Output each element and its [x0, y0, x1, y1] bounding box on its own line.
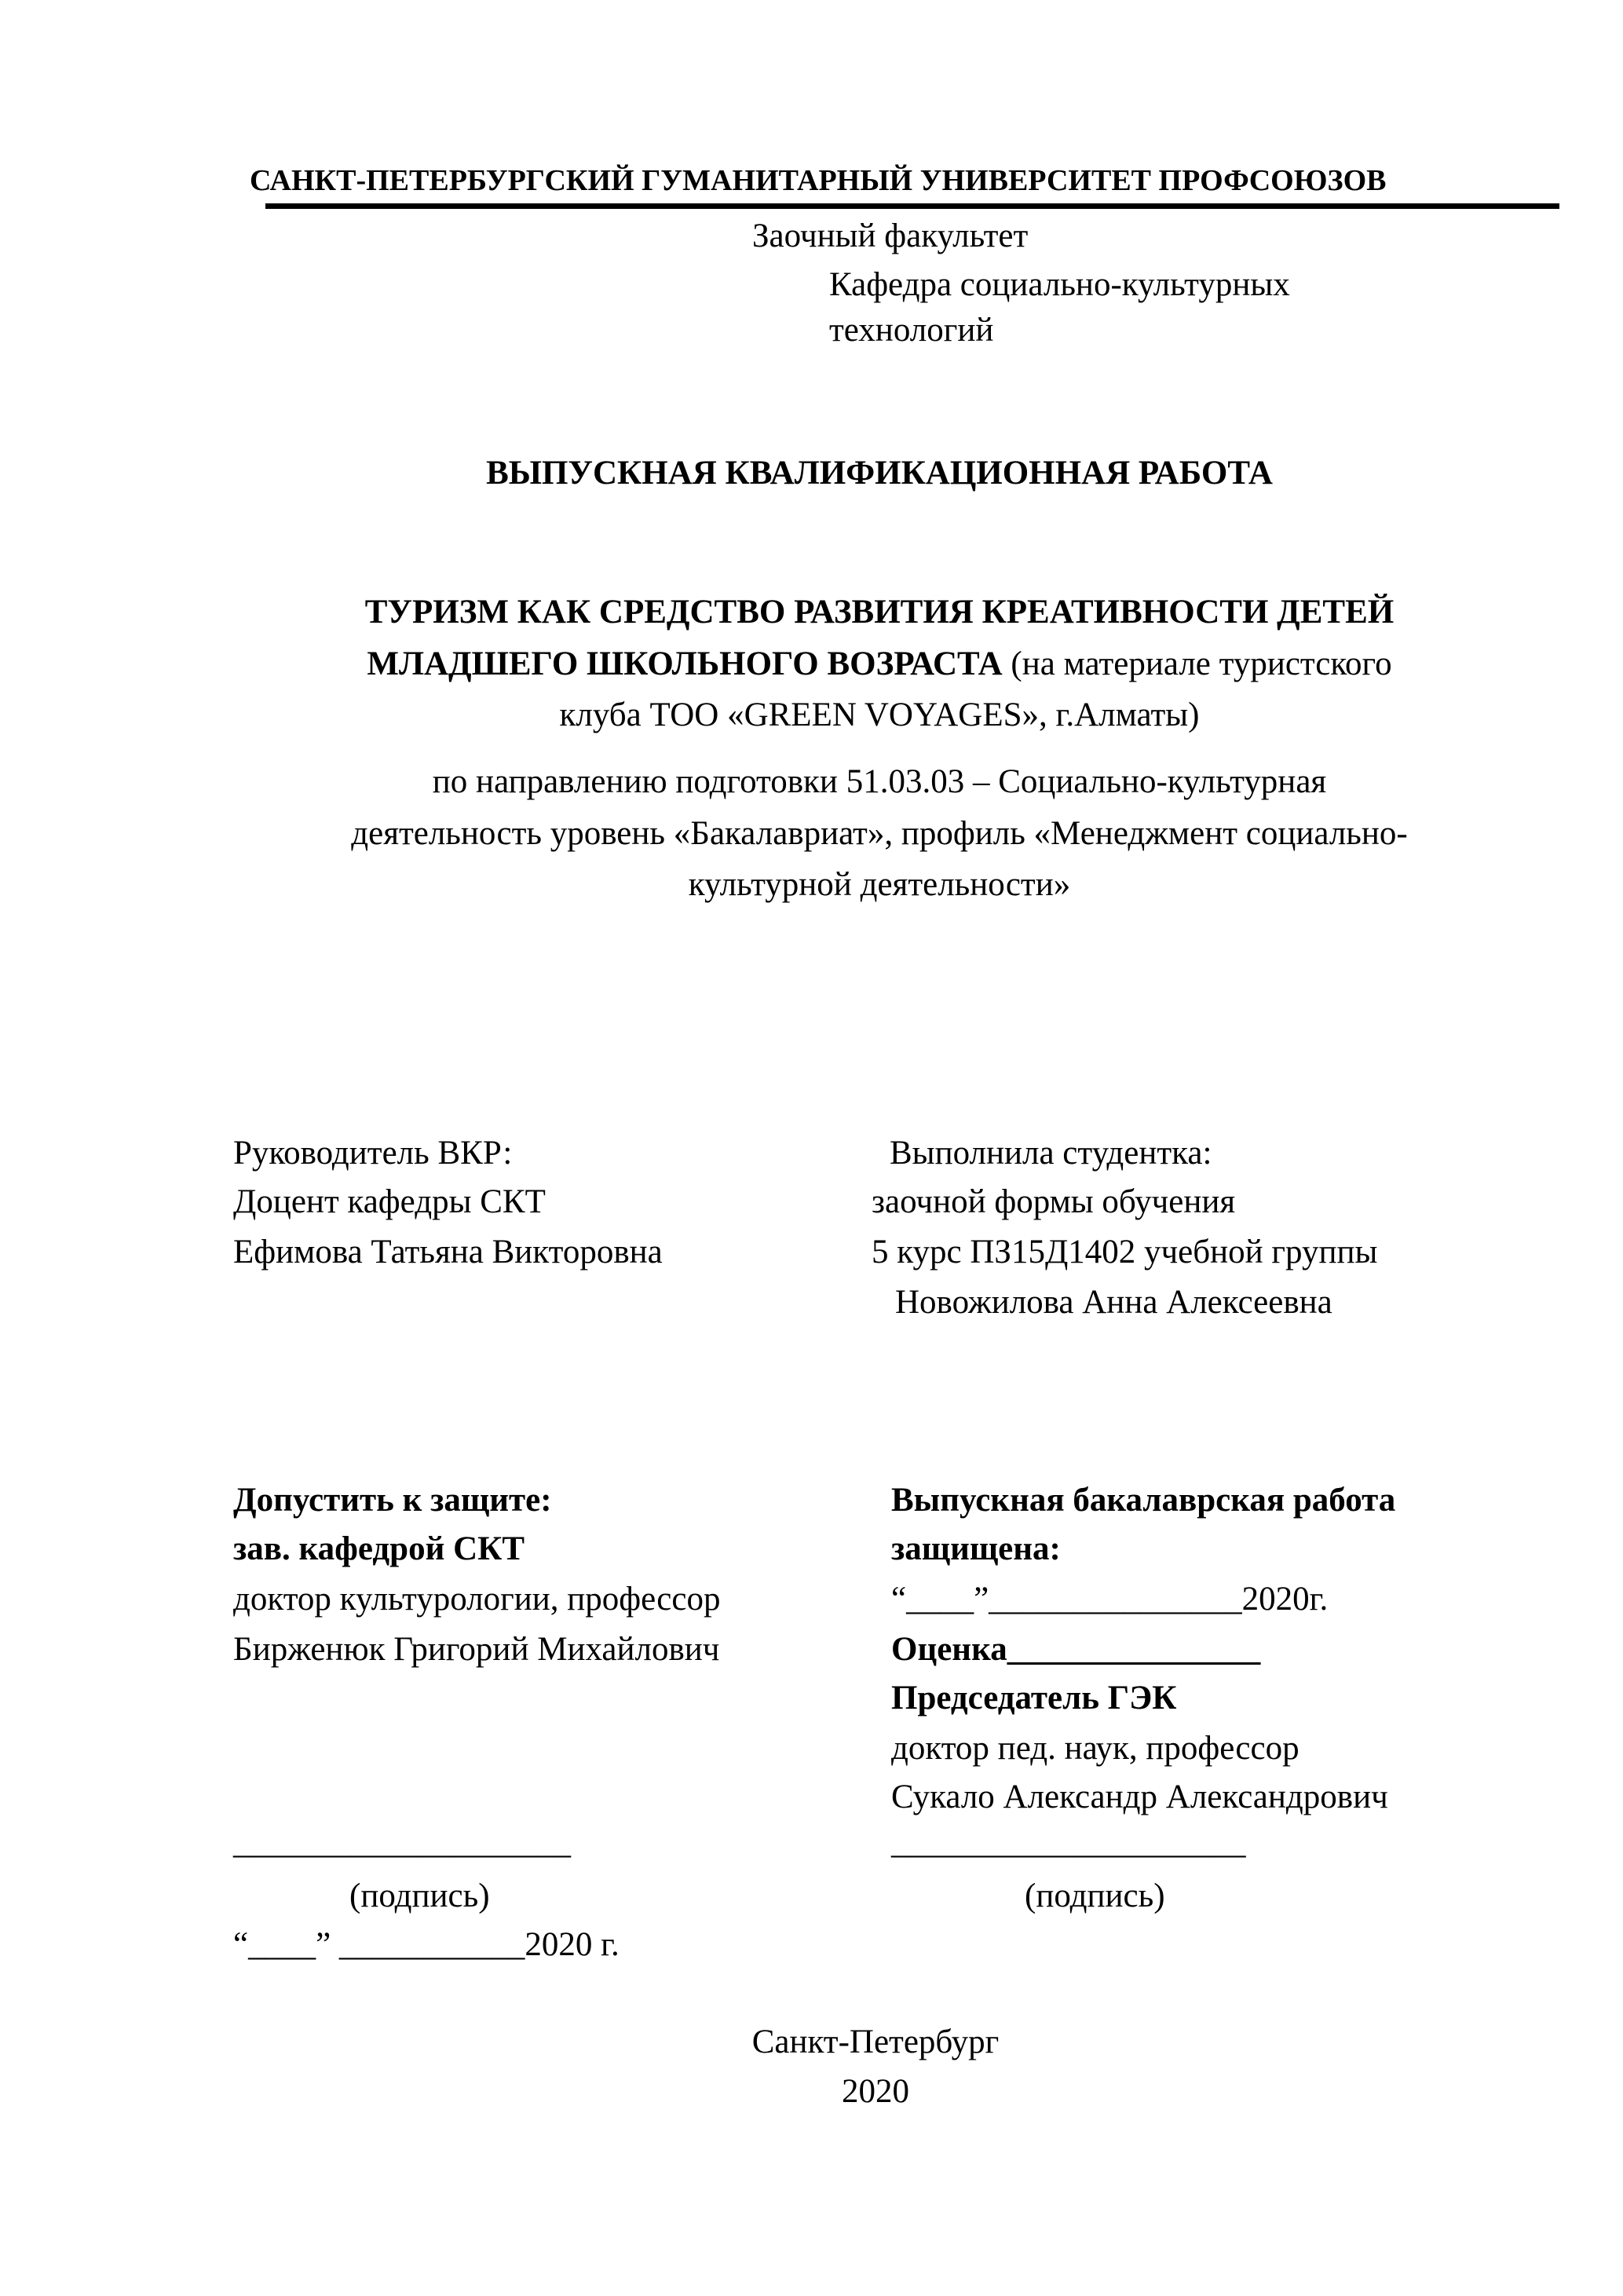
supervisor-position: Доцент кафедры СКТ — [233, 1183, 546, 1220]
admit-degree: доктор культурологии, профессор — [233, 1581, 721, 1618]
chair-signature-line: _____________________ — [891, 1824, 1246, 1861]
chair-degree: доктор пед. наук, профессор — [891, 1730, 1299, 1767]
department-line-1: Кафедра социально-культурных — [829, 266, 1290, 303]
department-line-2: технологий — [829, 312, 994, 349]
defended-heading: Выпускная бакалаврская работа — [891, 1482, 1396, 1519]
commission-chair-label: Председатель ГЭК — [891, 1680, 1177, 1717]
admit-signature-label: (подпись) — [349, 1877, 490, 1914]
student-name: Новожилова Анна Алексеевна — [895, 1284, 1332, 1321]
student-group: 5 курс ПЗ15Д1402 учебной группы — [872, 1234, 1378, 1270]
year: 2020 — [842, 2073, 909, 2110]
admit-signature-line: ____________________ — [233, 1824, 571, 1861]
faculty: Заочный факультет — [752, 218, 1029, 254]
chair-name: Сукало Александр Александрович — [891, 1779, 1388, 1815]
student-form: заочной формы обучения — [872, 1183, 1236, 1220]
direction-line-2: деятельность уровень «Бакалавриат», профиль «Менеджмент социально- — [351, 815, 1408, 852]
title-line-1: ТУРИЗМ КАК СРЕДСТВО РАЗВИТИЯ КРЕАТИВНОСТИ ДЕТЕЙ — [364, 594, 1395, 631]
supervisor-label: Руководитель ВКР: — [233, 1135, 513, 1172]
title-line-2-rest: (на материале туристского — [1002, 645, 1392, 682]
direction-line-3: культурной деятельности» — [688, 866, 1071, 903]
chair-signature-label: (подпись) — [1025, 1877, 1165, 1914]
header-divider — [265, 203, 1559, 209]
admit-date: “____” ___________2020 г. — [233, 1926, 620, 1963]
student-label: Выполнила студентка: — [890, 1135, 1212, 1172]
defended-status: защищена: — [891, 1530, 1061, 1567]
admit-head-of-department: зав. кафедрой СКТ — [233, 1530, 525, 1567]
city: Санкт-Петербург — [751, 2024, 1000, 2060]
university-name: САНКТ-ПЕТЕРБУРГСКИЙ ГУМАНИТАРНЫЙ УНИВЕРСИТЕТ ПРОФСОЮЗОВ — [250, 164, 1387, 197]
work-type: ВЫПУСКНАЯ КВАЛИФИКАЦИОННАЯ РАБОТА — [486, 455, 1273, 492]
title-line-2 — [0, 644, 1623, 685]
direction-line-1: по направлению подготовки 51.03.03 – Социально-культурная — [432, 763, 1327, 800]
supervisor-name: Ефимова Татьяна Викторовна — [233, 1234, 663, 1270]
admit-heading: Допустить к защите: — [233, 1482, 552, 1519]
title-line-2-bold: МЛАДШЕГО ШКОЛЬНОГО ВОЗРАСТА — [367, 645, 1003, 682]
title-line-3: клуба ТОО «GREEN VOYAGES», г.Алматы) — [559, 696, 1200, 733]
grade-field: Оценка_______________ — [891, 1631, 1261, 1668]
defended-date: “____”_______________2020г. — [891, 1581, 1329, 1618]
admit-name: Бирженюк Григорий Михайлович — [233, 1631, 720, 1668]
